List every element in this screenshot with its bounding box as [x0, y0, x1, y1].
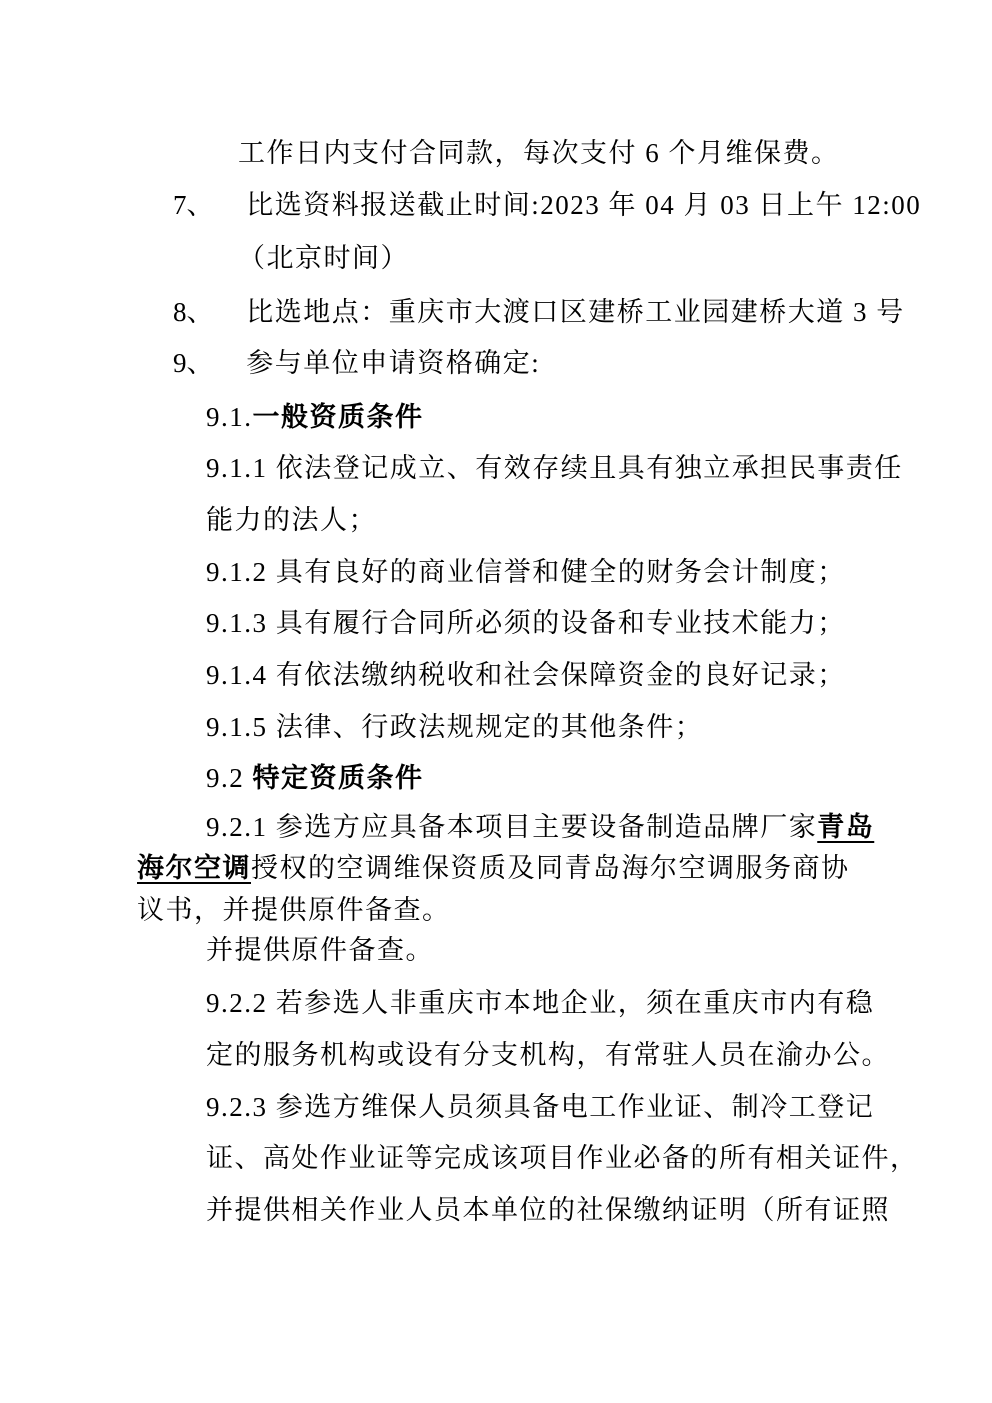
line-text: （北京时间）: [238, 243, 409, 273]
clause-9-2-3-line1: [206, 1090, 874, 1124]
line-text: 授权的空调维保资质及同青岛海尔空调服务商协: [251, 853, 850, 883]
item-9-number: 9、: [173, 348, 214, 378]
line-text: 定的服务机构或设有分支机构，有常驻人员在渝办公。: [206, 1040, 890, 1070]
line-text: 并提供相关作业人员本单位的社保缴纳证明（所有证照: [206, 1195, 890, 1225]
line-text: 9.2.2 若参选人非重庆市本地企业，须在重庆市内有稳: [206, 988, 875, 1018]
clause-9-2-1-line2: [137, 851, 850, 885]
line-text: 证、高处作业证等完成该项目作业必备的所有相关证件，: [206, 1143, 919, 1173]
line-text: 比选资料报送截止时间:2023 年 04 月 03 日上午 12:00: [246, 190, 922, 220]
line-text: 9.1.2 具有良好的商业信誉和健全的财务会计制度；: [206, 557, 846, 587]
line-text: 9.1.5 法律、行政法规规定的其他条件；: [206, 712, 704, 742]
clause-9-2-2-line2: [206, 1038, 890, 1072]
line-text: 9.1.1 依法登记成立、有效存续且具有独立承担民事责任: [206, 453, 903, 483]
clause-9-1-1-line2: [206, 503, 377, 537]
brand-name-bold-underline: 青岛: [817, 812, 875, 842]
line-text: 并提供原件备查。: [206, 935, 434, 965]
clause-9-1-2-line: [206, 555, 846, 589]
clause-9-2-1-line3: [137, 893, 451, 927]
clause-9-1-3-line: [206, 606, 846, 640]
line-text: 参与单位申请资格确定:: [246, 348, 541, 378]
heading-text-bold: 特定资质条件: [252, 763, 424, 793]
item-6-continuation-line: [238, 136, 840, 170]
clause-9-2-1-line1: [206, 810, 874, 844]
clause-9-1-4-line: [206, 658, 846, 692]
clause-9-2-2-line1: [206, 986, 874, 1020]
heading-9-1: [206, 400, 424, 434]
clause-9-2-3-line2: [206, 1141, 919, 1175]
item-8-number: 8、: [173, 297, 214, 327]
line-text: 议书，并提供原件备查。: [137, 895, 451, 925]
clause-9-2-1-note-line: [206, 933, 434, 967]
line-text: 9.1.3 具有履行合同所必须的设备和专业技术能力；: [206, 608, 846, 638]
line-text: 9.2.1 参选方应具备本项目主要设备制造品牌厂家: [206, 812, 818, 842]
clause-9-1-5-line: [206, 710, 703, 744]
brand-name-bold-underline: 海尔空调: [137, 853, 251, 883]
item-9-line: [173, 346, 540, 380]
line-text: 比选地点：重庆市大渡口区建桥工业园建桥大道 3 号: [246, 297, 905, 327]
item-7-line2: [238, 241, 409, 275]
item-7-line: [173, 188, 921, 222]
line-text: 能力的法人；: [206, 505, 377, 535]
clause-number: 9.1.: [206, 402, 253, 432]
clause-number: 9.2: [206, 763, 253, 793]
clause-9-2-3-line3: [206, 1193, 890, 1227]
line-text: 工作日内支付合同款，每次支付 6 个月维保费。: [238, 138, 840, 168]
heading-text-bold: 一般资质条件: [252, 402, 424, 432]
clause-9-1-1-line1: [206, 451, 903, 485]
item-8-line: [173, 295, 905, 329]
line-text: 9.1.4 有依法缴纳税收和社会保障资金的良好记录；: [206, 660, 846, 690]
line-text: 9.2.3 参选方维保人员须具备电工作业证、制冷工登记: [206, 1092, 875, 1122]
heading-9-2: [206, 761, 424, 795]
item-7-number: 7、: [173, 190, 214, 220]
